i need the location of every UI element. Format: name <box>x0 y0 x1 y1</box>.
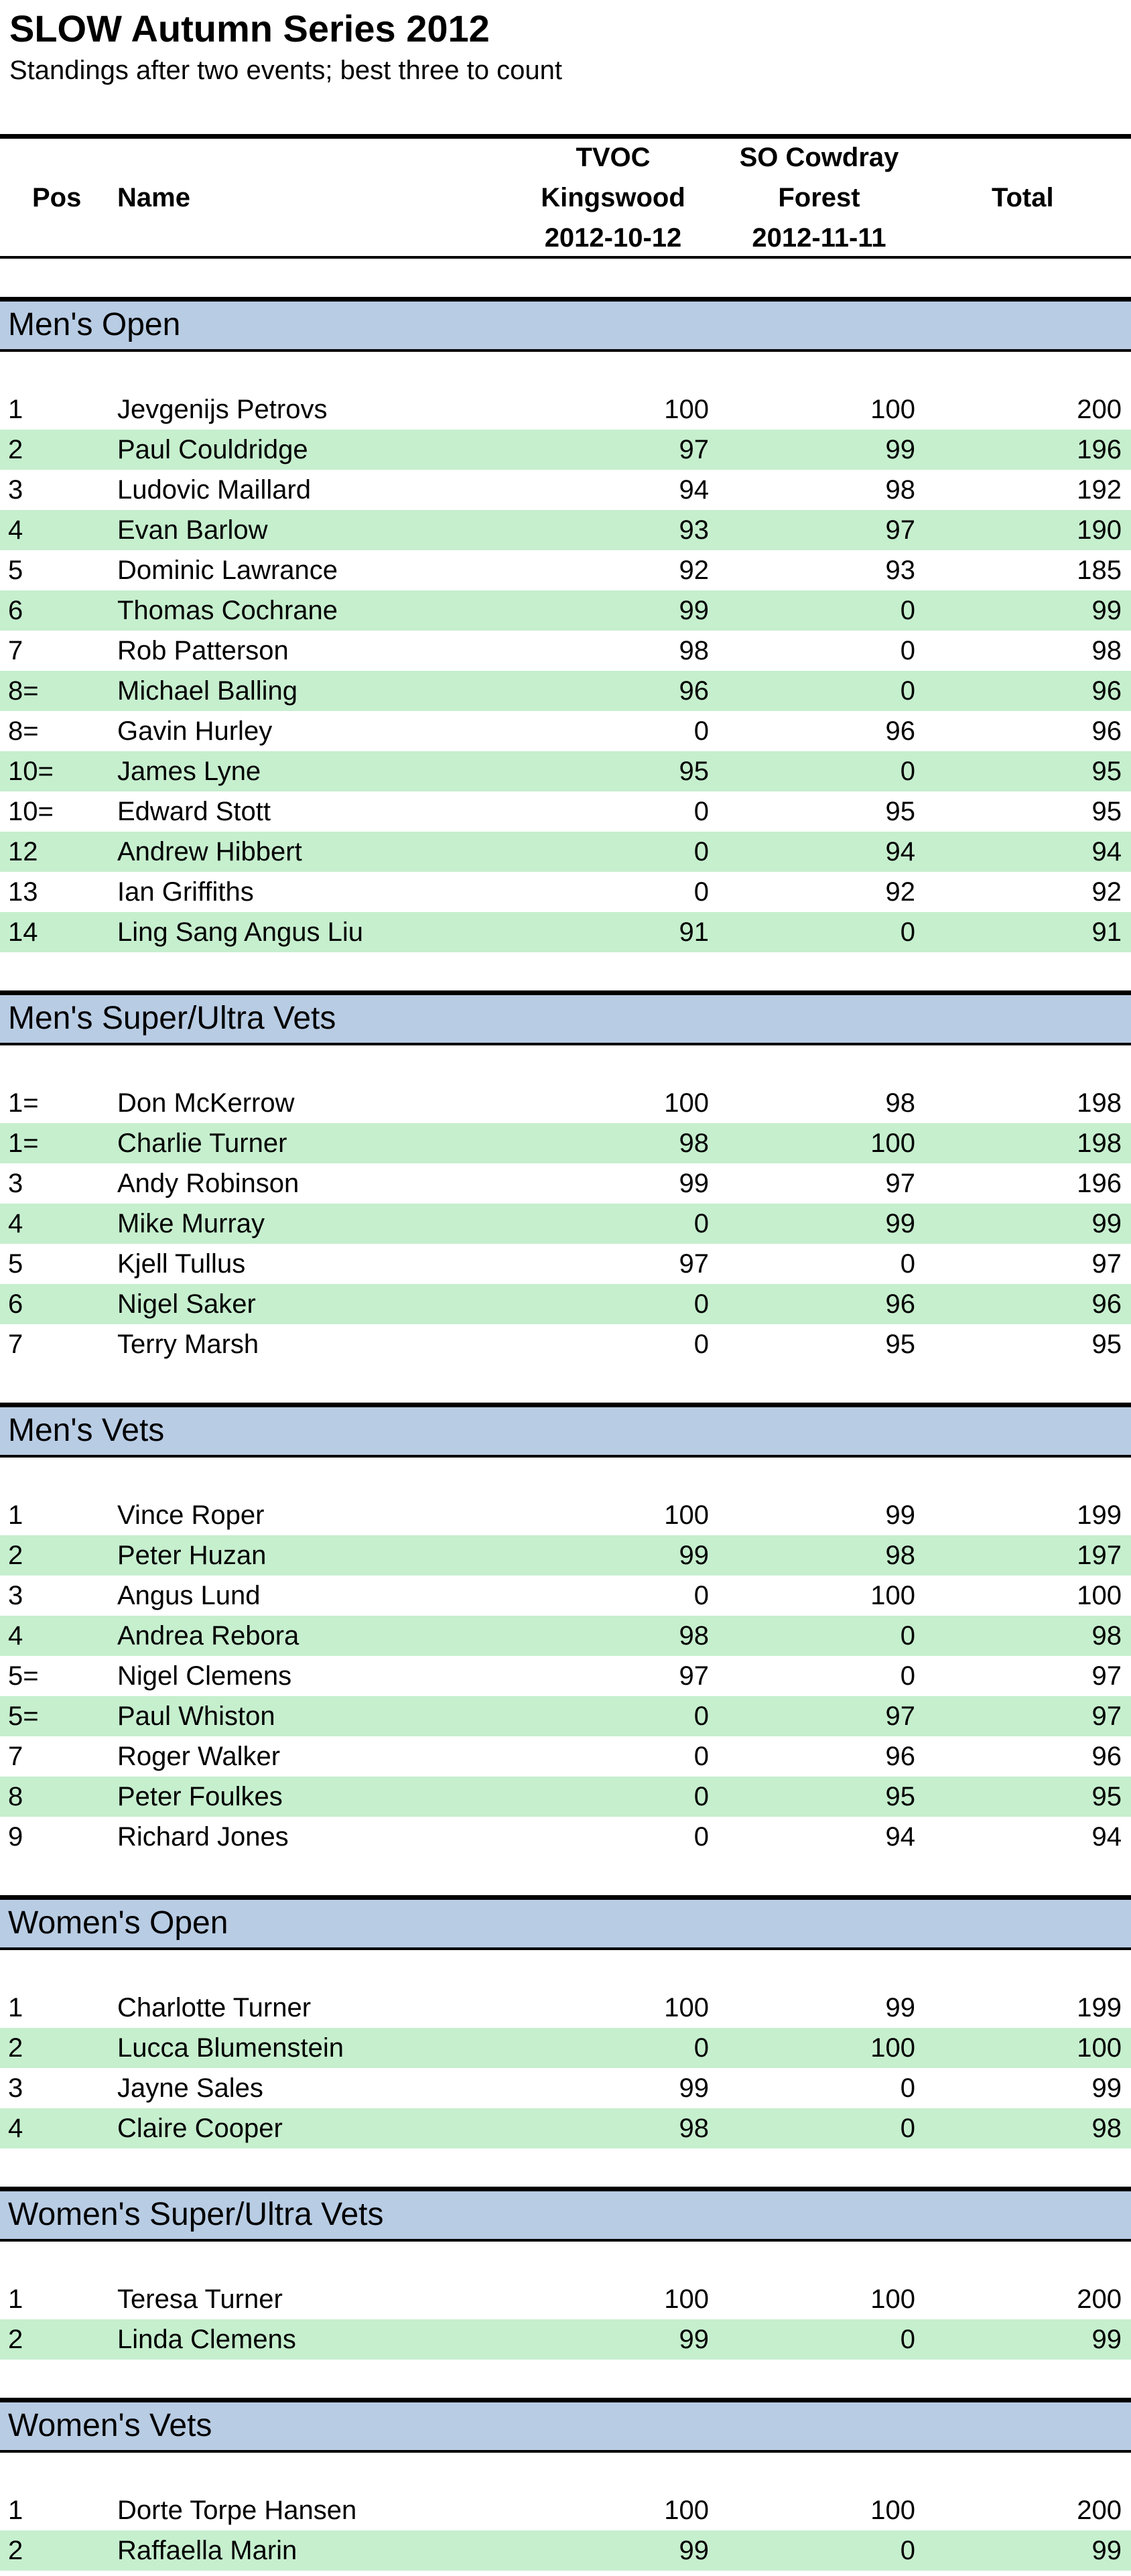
position-cell: 12 <box>8 837 38 866</box>
position-cell: 3 <box>8 1581 23 1610</box>
table-row <box>0 430 1131 470</box>
position-cell: 1= <box>8 1088 39 1118</box>
event2-score-cell: 100 <box>870 1129 915 1158</box>
total-cell: 94 <box>1091 1822 1122 1852</box>
total-cell: 198 <box>1077 1129 1122 1158</box>
event2-score-cell: 0 <box>900 636 915 665</box>
event2-score-cell: 98 <box>885 1088 915 1118</box>
header-event2-date: 2012-11-11 <box>752 223 886 253</box>
event1-score-cell: 94 <box>679 475 709 505</box>
table-row <box>0 751 1131 791</box>
name-cell: Jevgenijs Petrovs <box>117 395 328 424</box>
name-cell: Paul Couldridge <box>117 435 308 464</box>
event1-score-cell: 0 <box>693 797 709 826</box>
event1-score-cell: 98 <box>679 1621 709 1651</box>
name-cell: Peter Foulkes <box>117 1782 283 1811</box>
position-cell: 9 <box>8 1822 23 1852</box>
event1-score-cell: 97 <box>679 1661 709 1691</box>
position-cell: 4 <box>8 1209 23 1238</box>
table-row <box>0 389 1131 430</box>
total-cell: 199 <box>1077 1500 1122 1530</box>
total-cell: 100 <box>1077 1581 1122 1610</box>
position-cell: 7 <box>8 1330 23 1359</box>
section-title: Women's Super/Ultra Vets <box>0 2187 1131 2242</box>
total-cell: 97 <box>1091 1701 1122 1731</box>
event1-score-cell: 100 <box>664 2496 709 2525</box>
total-cell: 98 <box>1091 1621 1122 1651</box>
section-rows <box>0 1988 1131 2148</box>
event2-score-cell: 100 <box>870 1581 915 1610</box>
total-cell: 99 <box>1091 596 1122 625</box>
total-cell: 99 <box>1091 1209 1122 1238</box>
table-row <box>0 1777 1131 1817</box>
total-cell: 100 <box>1077 2033 1122 2063</box>
event1-score-cell: 0 <box>693 1701 709 1731</box>
total-cell: 96 <box>1091 716 1122 746</box>
position-cell: 8= <box>8 716 39 746</box>
total-cell: 91 <box>1091 917 1122 947</box>
name-cell: Raffaella Marin <box>117 2536 297 2565</box>
table-row <box>0 2490 1131 2530</box>
name-cell: Andrea Rebora <box>117 1621 300 1651</box>
total-cell: 200 <box>1077 395 1122 424</box>
table-header <box>0 134 1131 259</box>
event2-score-cell: 0 <box>900 2073 915 2103</box>
event1-score-cell: 99 <box>679 2073 709 2103</box>
event1-score-cell: 98 <box>679 2114 709 2143</box>
table-row <box>0 510 1131 550</box>
total-cell: 95 <box>1091 1782 1122 1811</box>
event1-score-cell: 0 <box>693 1822 709 1852</box>
total-cell: 197 <box>1077 1541 1122 1570</box>
event2-score-cell: 93 <box>885 556 915 585</box>
event2-score-cell: 96 <box>885 1742 915 1771</box>
name-cell: Evan Barlow <box>117 515 268 545</box>
event1-score-cell: 100 <box>664 1500 709 1530</box>
total-cell: 196 <box>1077 1169 1122 1198</box>
name-cell: Andrew Hibbert <box>117 837 302 866</box>
event2-score-cell: 100 <box>870 2496 915 2525</box>
name-cell: Ludovic Maillard <box>117 475 312 505</box>
event1-score-cell: 99 <box>679 2325 709 2354</box>
table-row <box>0 1535 1131 1575</box>
event2-score-cell: 95 <box>885 1782 915 1811</box>
table-row <box>0 1244 1131 1284</box>
event2-score-cell: 0 <box>900 757 915 786</box>
table-row <box>0 1163 1131 1204</box>
position-cell: 1 <box>8 395 23 424</box>
name-cell: Gavin Hurley <box>117 716 273 746</box>
event1-score-cell: 97 <box>679 1249 709 1279</box>
position-cell: 2 <box>8 2033 23 2063</box>
name-cell: Thomas Cochrane <box>117 596 338 625</box>
event2-score-cell: 92 <box>885 877 915 907</box>
table-row <box>0 711 1131 751</box>
header-event1-club: TVOC <box>576 143 651 172</box>
table-row <box>0 671 1131 711</box>
total-cell: 99 <box>1091 2325 1122 2354</box>
event1-score-cell: 0 <box>693 1330 709 1359</box>
event1-score-cell: 0 <box>693 1581 709 1610</box>
table-row <box>0 1083 1131 1123</box>
table-row <box>0 2319 1131 2360</box>
event2-score-cell: 100 <box>870 395 915 424</box>
event2-score-cell: 95 <box>885 797 915 826</box>
table-row <box>0 1284 1131 1324</box>
total-cell: 185 <box>1077 556 1122 585</box>
position-cell: 1 <box>8 2496 23 2525</box>
event2-score-cell: 0 <box>900 676 915 706</box>
name-cell: Ian Griffiths <box>117 877 254 907</box>
position-cell: 3 <box>8 1169 23 1198</box>
page-title: SLOW Autumn Series 2012 <box>9 7 490 50</box>
position-cell: 10= <box>8 757 54 786</box>
name-cell: Nigel Clemens <box>117 1661 292 1691</box>
name-cell: Jayne Sales <box>117 2073 263 2103</box>
table-row <box>0 791 1131 832</box>
table-row <box>0 631 1131 671</box>
position-cell: 2 <box>8 1541 23 1570</box>
section <box>0 2187 1131 2360</box>
event1-score-cell: 0 <box>693 2033 709 2063</box>
total-cell: 99 <box>1091 2536 1122 2565</box>
name-cell: Michael Balling <box>117 676 298 706</box>
header-pos: Pos <box>32 183 82 212</box>
total-cell: 97 <box>1091 1249 1122 1279</box>
event2-score-cell: 99 <box>885 1209 915 1238</box>
page-subtitle: Standings after two events; best three to count <box>9 56 562 85</box>
name-cell: Dorte Torpe Hansen <box>117 2496 357 2525</box>
name-cell: Paul Whiston <box>117 1701 275 1731</box>
name-cell: Edward Stott <box>117 797 271 826</box>
name-cell: Rob Patterson <box>117 636 289 665</box>
total-cell: 95 <box>1091 1330 1122 1359</box>
name-cell: Terry Marsh <box>117 1330 259 1359</box>
name-cell: Mike Murray <box>117 1209 265 1238</box>
event2-score-cell: 100 <box>870 2033 915 2063</box>
position-cell: 10= <box>8 797 54 826</box>
section-rows <box>0 1495 1131 1857</box>
position-cell: 4 <box>8 1621 23 1651</box>
position-cell: 7 <box>8 1742 23 1771</box>
position-cell: 2 <box>8 2325 23 2354</box>
section-rows <box>0 2279 1131 2360</box>
position-cell: 4 <box>8 2114 23 2143</box>
table-row <box>0 590 1131 631</box>
event2-score-cell: 0 <box>900 1661 915 1691</box>
name-cell: Teresa Turner <box>117 2284 283 2314</box>
event1-score-cell: 0 <box>693 1782 709 1811</box>
event1-score-cell: 98 <box>679 1129 709 1158</box>
event2-score-cell: 97 <box>885 1169 915 1198</box>
section-rows <box>0 389 1131 952</box>
total-cell: 96 <box>1091 1289 1122 1319</box>
section-rows <box>0 1083 1131 1364</box>
total-cell: 98 <box>1091 2114 1122 2143</box>
section-rows <box>0 2490 1131 2571</box>
header-name: Name <box>117 183 190 212</box>
name-cell: Charlie Turner <box>117 1129 287 1158</box>
name-cell: Linda Clemens <box>117 2325 296 2354</box>
section <box>0 990 1131 1364</box>
event2-score-cell: 0 <box>900 2114 915 2143</box>
event2-score-cell: 0 <box>900 596 915 625</box>
event1-score-cell: 97 <box>679 435 709 464</box>
event1-score-cell: 0 <box>693 1742 709 1771</box>
event1-score-cell: 0 <box>693 1209 709 1238</box>
header-event1 <box>529 137 697 258</box>
event2-score-cell: 96 <box>885 716 915 746</box>
position-cell: 8 <box>8 1782 23 1811</box>
position-cell: 5 <box>8 1249 23 1279</box>
total-cell: 94 <box>1091 837 1122 866</box>
event2-score-cell: 97 <box>885 515 915 545</box>
section-title: Women's Vets <box>0 2398 1131 2453</box>
total-cell: 96 <box>1091 1742 1122 1771</box>
table-row <box>0 470 1131 510</box>
position-cell: 7 <box>8 636 23 665</box>
table-row <box>0 872 1131 912</box>
table-row <box>0 1696 1131 1736</box>
event2-score-cell: 99 <box>885 1993 915 2022</box>
name-cell: Kjell Tullus <box>117 1249 246 1279</box>
total-cell: 98 <box>1091 636 1122 665</box>
total-cell: 95 <box>1091 797 1122 826</box>
table-row <box>0 1575 1131 1616</box>
event1-score-cell: 99 <box>679 2536 709 2565</box>
position-cell: 1= <box>8 1129 39 1158</box>
name-cell: Roger Walker <box>117 1742 281 1771</box>
name-cell: Angus Lund <box>117 1581 261 1610</box>
header-total: Total <box>992 183 1054 212</box>
position-cell: 2 <box>8 435 23 464</box>
table-row <box>0 2530 1131 2571</box>
total-cell: 196 <box>1077 435 1122 464</box>
event1-score-cell: 100 <box>664 2284 709 2314</box>
section-title: Women's Open <box>0 1895 1131 1950</box>
total-cell: 190 <box>1077 515 1122 545</box>
total-cell: 92 <box>1091 877 1122 907</box>
total-cell: 192 <box>1077 475 1122 505</box>
table-row <box>0 912 1131 952</box>
total-cell: 200 <box>1077 2284 1122 2314</box>
name-cell: Dominic Lawrance <box>117 556 338 585</box>
total-cell: 198 <box>1077 1088 1122 1118</box>
table-row <box>0 2108 1131 2148</box>
position-cell: 1 <box>8 1993 23 2022</box>
event2-score-cell: 98 <box>885 1541 915 1570</box>
event1-score-cell: 93 <box>679 515 709 545</box>
name-cell: Claire Cooper <box>117 2114 283 2143</box>
position-cell: 3 <box>8 2073 23 2103</box>
event2-score-cell: 0 <box>900 917 915 947</box>
event1-score-cell: 100 <box>664 1993 709 2022</box>
event1-score-cell: 0 <box>693 1289 709 1319</box>
table-row <box>0 1736 1131 1777</box>
total-cell: 97 <box>1091 1661 1122 1691</box>
position-cell: 5= <box>8 1661 39 1691</box>
table-row <box>0 1495 1131 1535</box>
header-event1-venue: Kingswood <box>541 183 685 212</box>
name-cell: James Lyne <box>117 757 261 786</box>
total-cell: 99 <box>1091 2073 1122 2103</box>
table-row <box>0 2068 1131 2108</box>
event2-score-cell: 99 <box>885 435 915 464</box>
position-cell: 14 <box>8 917 38 947</box>
position-cell: 2 <box>8 2536 23 2565</box>
event2-score-cell: 0 <box>900 1621 915 1651</box>
name-cell: Vince Roper <box>117 1500 265 1530</box>
event2-score-cell: 100 <box>870 2284 915 2314</box>
event2-score-cell: 99 <box>885 1500 915 1530</box>
section-title: Men's Super/Ultra Vets <box>0 990 1131 1045</box>
table-row <box>0 1204 1131 1244</box>
name-cell: Ling Sang Angus Liu <box>117 917 363 947</box>
event1-score-cell: 0 <box>693 837 709 866</box>
name-cell: Richard Jones <box>117 1822 289 1852</box>
event2-score-cell: 98 <box>885 475 915 505</box>
event1-score-cell: 99 <box>679 1169 709 1198</box>
table-row <box>0 832 1131 872</box>
event1-score-cell: 100 <box>664 1088 709 1118</box>
header-event2 <box>734 137 905 258</box>
event1-score-cell: 99 <box>679 1541 709 1570</box>
header-event2-club: SO Cowdray <box>739 143 899 172</box>
name-cell: Peter Huzan <box>117 1541 267 1570</box>
event1-score-cell: 99 <box>679 596 709 625</box>
event2-score-cell: 94 <box>885 1822 915 1852</box>
header-event1-date: 2012-10-12 <box>544 223 682 253</box>
table-row <box>0 1616 1131 1656</box>
table-row <box>0 1123 1131 1163</box>
event1-score-cell: 92 <box>679 556 709 585</box>
position-cell: 5 <box>8 556 23 585</box>
event1-score-cell: 95 <box>679 757 709 786</box>
total-cell: 200 <box>1077 2496 1122 2525</box>
header-event2-venue: Forest <box>778 183 860 212</box>
position-cell: 6 <box>8 1289 23 1319</box>
total-cell: 96 <box>1091 676 1122 706</box>
section <box>0 297 1131 952</box>
position-cell: 1 <box>8 1500 23 1530</box>
section-title: Men's Open <box>0 297 1131 352</box>
position-cell: 5= <box>8 1701 39 1731</box>
event2-score-cell: 96 <box>885 1289 915 1319</box>
table-row <box>0 1324 1131 1364</box>
section <box>0 1403 1131 1857</box>
name-cell: Lucca Blumenstein <box>117 2033 344 2063</box>
event1-score-cell: 96 <box>679 676 709 706</box>
table-row <box>0 1817 1131 1857</box>
section <box>0 2398 1131 2571</box>
total-cell: 199 <box>1077 1993 1122 2022</box>
name-cell: Andy Robinson <box>117 1169 300 1198</box>
event2-score-cell: 95 <box>885 1330 915 1359</box>
table-row <box>0 550 1131 590</box>
table-row <box>0 2028 1131 2068</box>
total-cell: 95 <box>1091 757 1122 786</box>
event2-score-cell: 0 <box>900 2536 915 2565</box>
name-cell: Charlotte Turner <box>117 1993 312 2022</box>
section-title: Men's Vets <box>0 1403 1131 1458</box>
position-cell: 1 <box>8 2284 23 2314</box>
event2-score-cell: 0 <box>900 1249 915 1279</box>
position-cell: 3 <box>8 475 23 505</box>
section <box>0 1895 1131 2148</box>
name-cell: Don McKerrow <box>117 1088 295 1118</box>
position-cell: 8= <box>8 676 39 706</box>
event2-score-cell: 94 <box>885 837 915 866</box>
table-row <box>0 1988 1131 2028</box>
event1-score-cell: 91 <box>679 917 709 947</box>
position-cell: 6 <box>8 596 23 625</box>
position-cell: 13 <box>8 877 38 907</box>
event1-score-cell: 0 <box>693 877 709 907</box>
event2-score-cell: 0 <box>900 2325 915 2354</box>
event2-score-cell: 97 <box>885 1701 915 1731</box>
event1-score-cell: 98 <box>679 636 709 665</box>
table-row <box>0 2279 1131 2319</box>
table-row <box>0 1656 1131 1696</box>
position-cell: 4 <box>8 515 23 545</box>
name-cell: Nigel Saker <box>117 1289 256 1319</box>
event1-score-cell: 100 <box>664 395 709 424</box>
event1-score-cell: 0 <box>693 716 709 746</box>
